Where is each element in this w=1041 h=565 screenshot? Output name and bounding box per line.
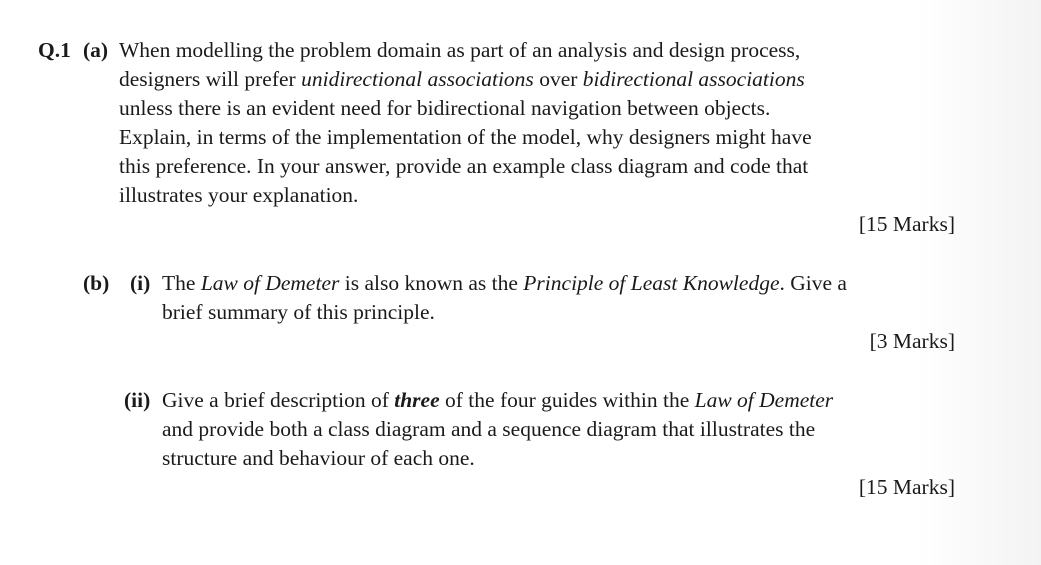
part-a-marks: [15 Marks]: [858, 212, 955, 236]
part-b-ii-marks: [15 Marks]: [858, 475, 955, 499]
part-b-ii-line-1: [162, 386, 833, 416]
part-b-ii-line-1-mid: of the four guides within the: [439, 388, 695, 412]
part-b-i-line-1: [162, 269, 847, 299]
part-b-ii-label: (ii): [124, 388, 151, 412]
part-a-line-1: When modelling the problem domain as part of an analysis and design process,: [119, 38, 801, 62]
part-b-ii-line-3: structure and behaviour of each one.: [162, 446, 475, 470]
part-b-i-line-1-post: . Give a: [779, 271, 847, 295]
part-b-i-label: (i): [130, 271, 151, 295]
unidirectional-term: unidirectional associations: [301, 67, 534, 91]
principle-of-least-knowledge-term: Principle of Least Knowledge: [523, 271, 780, 295]
bidirectional-term: bidirectional associations: [582, 67, 805, 91]
part-a-line-2: [119, 65, 805, 95]
part-b-i-line-1-mid: is also known as the: [339, 271, 524, 295]
part-b-ii-line-1-pre: Give a brief description of: [162, 388, 395, 412]
law-of-demeter-term: Law of Demeter: [200, 271, 340, 295]
part-a-line-4: Explain, in terms of the implementation of the model, why designers might have: [119, 125, 812, 149]
part-a-line-2-pre: designers will prefer: [119, 67, 302, 91]
part-a-line-6: illustrates your explanation.: [119, 183, 359, 207]
part-a-line-3: unless there is an evident need for bidirectional navigation between objects.: [119, 96, 771, 120]
part-b-ii-line-2: and provide both a class diagram and a sequence diagram that illustrates the: [162, 417, 816, 441]
part-a-line-2-mid: over: [533, 67, 583, 91]
part-b-label: (b): [83, 271, 110, 295]
question-number: Q.1: [38, 38, 71, 62]
part-a-label: (a): [83, 38, 109, 62]
three-emphasis: three: [394, 388, 440, 412]
part-b-i-marks: [3 Marks]: [869, 329, 955, 353]
part-a-line-5: this preference. In your answer, provide an example class diagram and code that: [119, 154, 809, 178]
law-of-demeter-term-2: Law of Demeter: [694, 388, 834, 412]
part-b-i-line-1-pre: The: [162, 271, 201, 295]
part-b-i-line-2: brief summary of this principle.: [162, 300, 435, 324]
